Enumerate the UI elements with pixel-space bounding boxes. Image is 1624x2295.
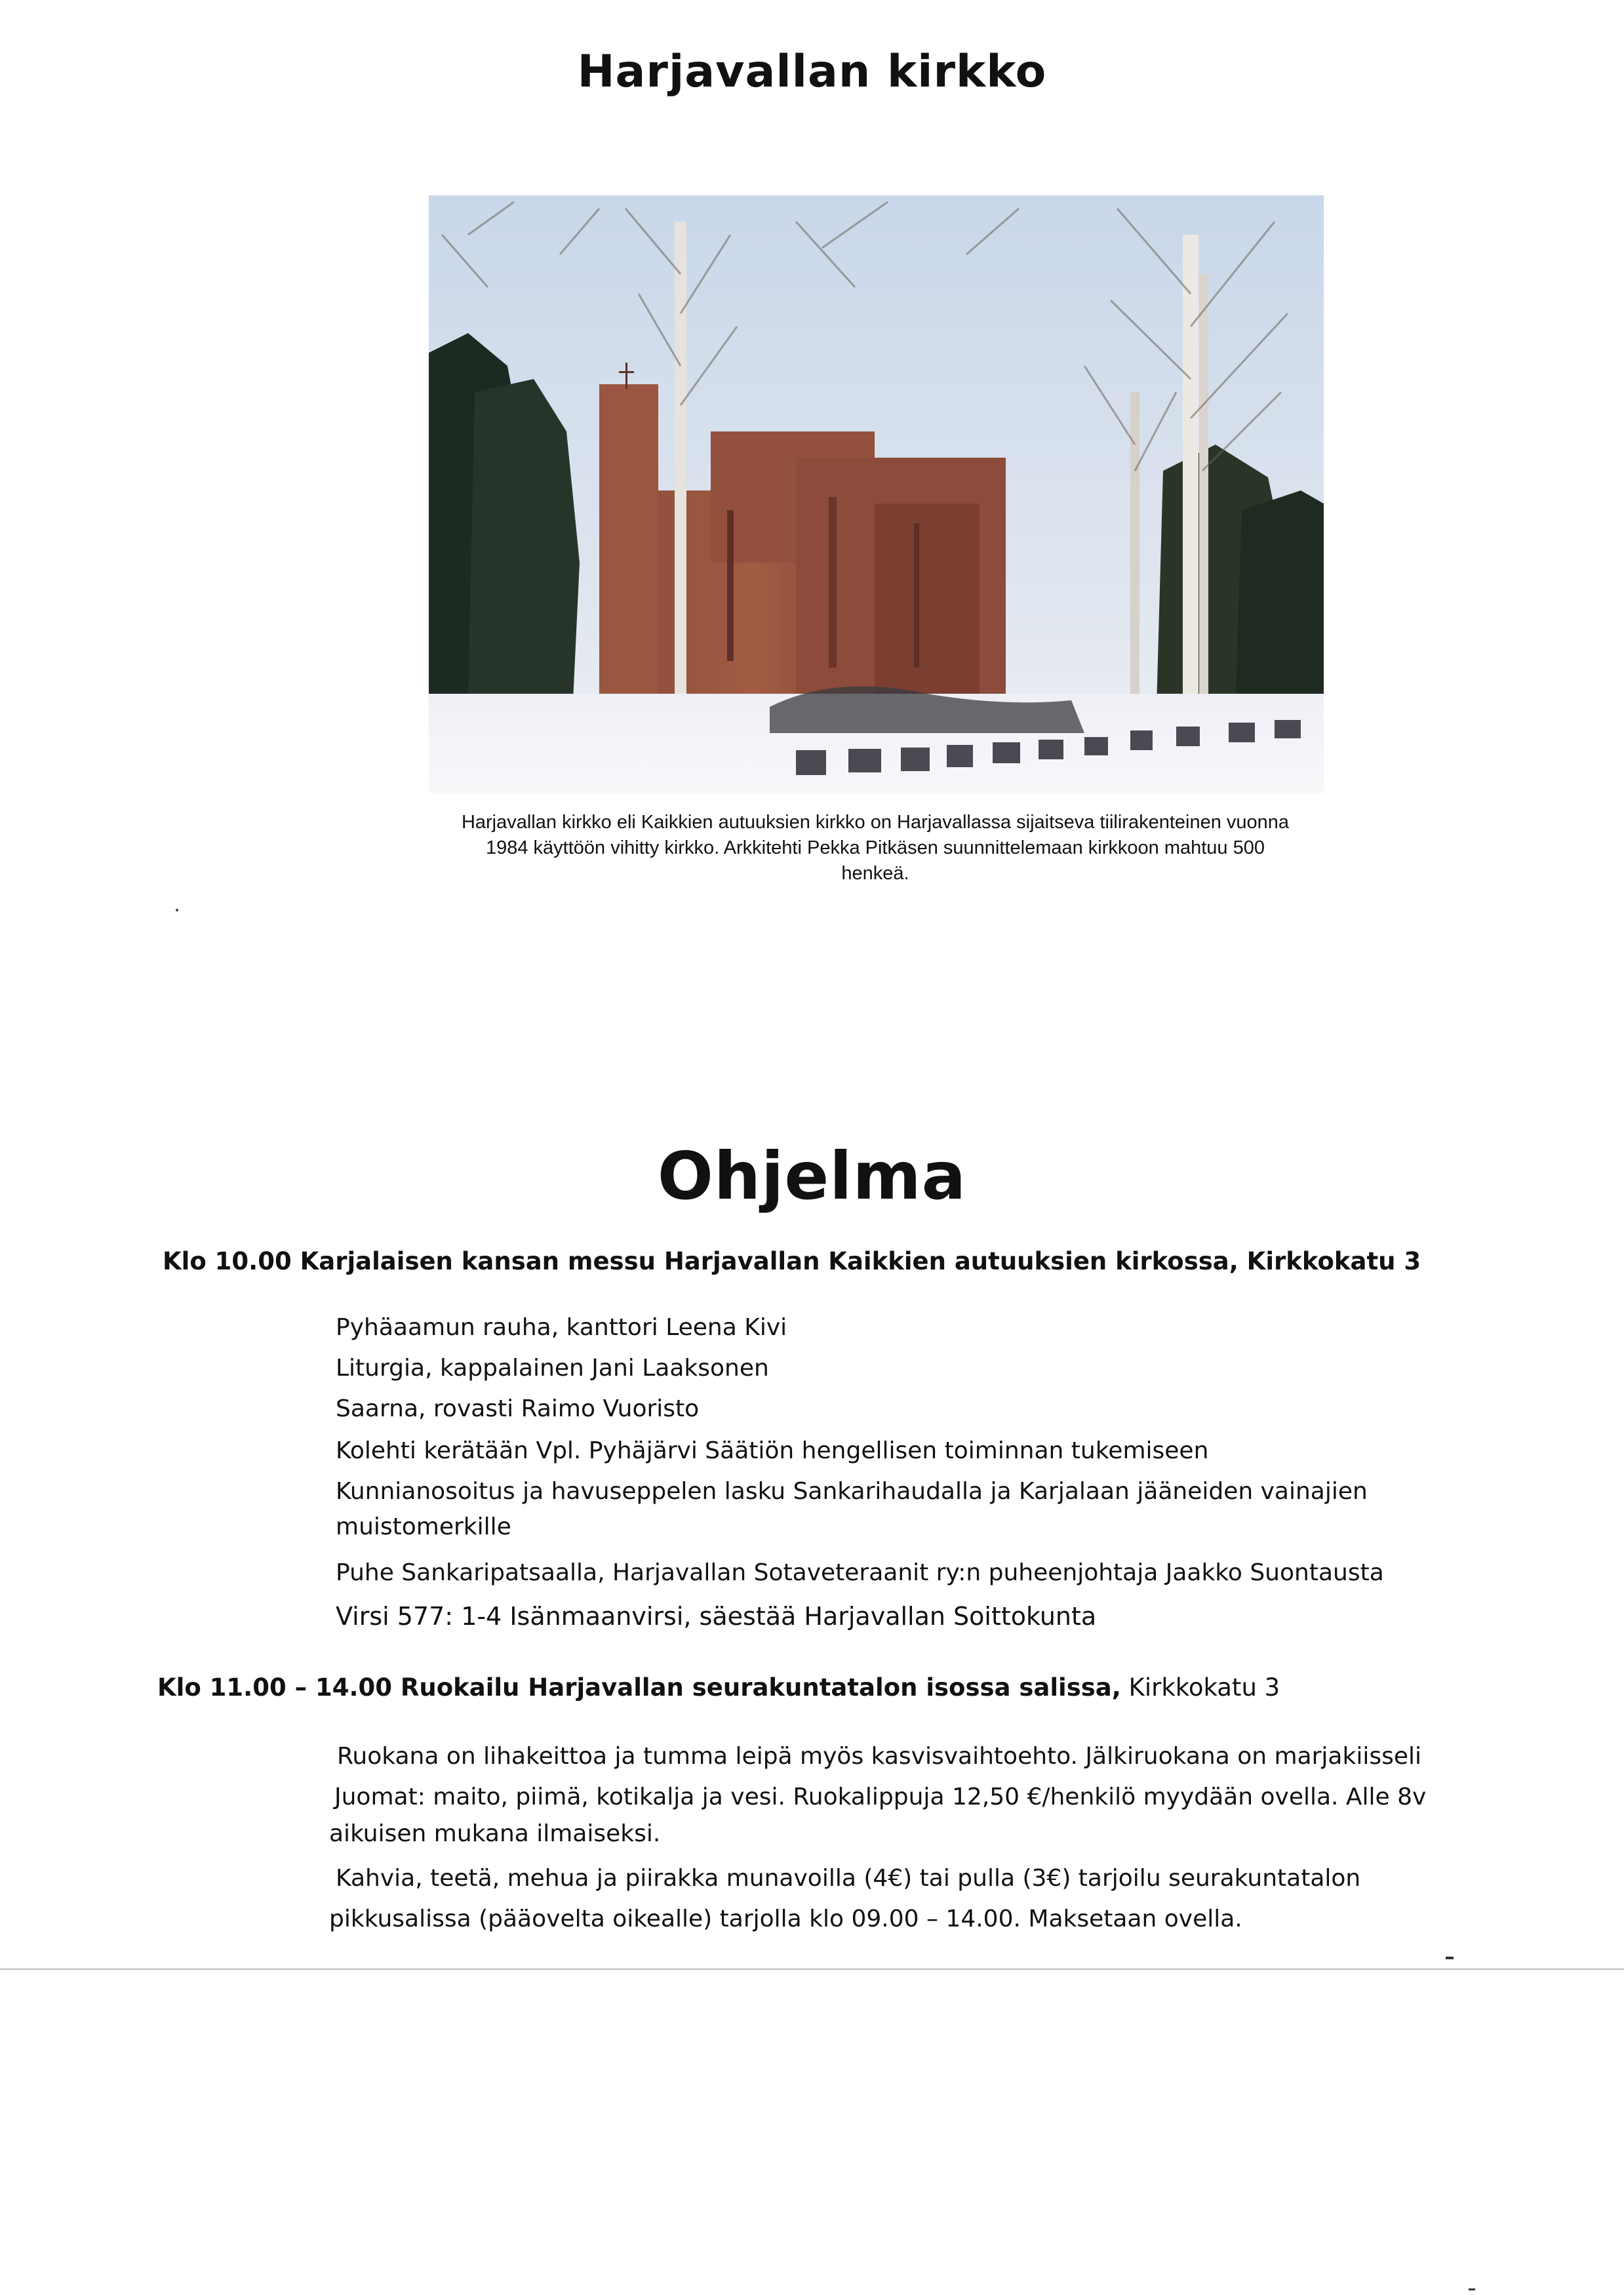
page-divider (0, 1968, 1624, 1970)
caption-line: 1984 käyttöön vihitty kirkko. Arkkitehti Pekka Pitkäsen suunnittelemaan kirkkoon mahtuu 500 (485, 837, 1265, 858)
event-title-regular: Kirkkokatu 3 (1120, 1673, 1280, 1702)
program-item: Ruokana on lihakeittoa ja tumma leipä myös kasvisvaihtoehto. Jälkiruokana on marjakiisseli (337, 1743, 1421, 1770)
program-item: Kunnianosoitus ja havuseppelen lasku Sankarihaudalla ja Karjalaan jääneiden vainajien (336, 1478, 1368, 1505)
program-item: aikuisen mukana ilmaiseksi. (329, 1820, 661, 1847)
event-title (157, 1672, 1280, 1704)
program-item: Kolehti kerätään Vpl. Pyhäjärvi Säätiön hengellisen toiminnan tukemiseen (336, 1437, 1209, 1464)
program-item: Kahvia, teetä, mehua ja piirakka munavoilla (4€) tai pulla (3€) tarjoilu seurakuntatalon (336, 1865, 1361, 1892)
church-photo (429, 195, 1324, 793)
scan-mark (1469, 2288, 1475, 2290)
event-title-bold: Klo 11.00 – 14.00 Ruokailu Harjavallan seurakuntatalon isossa salissa, (157, 1673, 1121, 1702)
program-item: Juomat: maito, piimä, kotikalja ja vesi. Ruokalippuja 12,50 €/henkilö myydään ovella. Alle 8v (334, 1784, 1427, 1810)
program-item: pikkusalissa (pääovelta oikealle) tarjolla klo 09.00 – 14.00. Maksetaan ovella. (329, 1906, 1242, 1932)
program-item: Liturgia, kappalainen Jani Laaksonen (336, 1355, 769, 1382)
caption-line: Harjavallan kirkko eli Kaikkien autuuksien kirkko on Harjavallassa sijaitseva tiilirakenteinen vuonna (461, 812, 1290, 833)
program-item: muistomerkille (336, 1513, 511, 1540)
program-item: Virsi 577: 1-4 Isänmaanvirsi, säestää Harjavallan Soittokunta (336, 1602, 1097, 1631)
page-title: Harjavallan kirkko (577, 46, 1047, 98)
scan-mark (1446, 1957, 1454, 1959)
event-title-bold: Klo 10.00 Karjalaisen kansan messu Harjavallan Kaikkien autuuksien kirkossa, Kirkkokatu 3 (163, 1247, 1421, 1275)
program-heading: Ohjelma (657, 1138, 967, 1214)
photo-caption (426, 810, 1324, 887)
event-title (163, 1246, 1421, 1277)
program-item: Puhe Sankaripatsaalla, Harjavallan Sotaveteraanit ry:n puheenjohtaja Jaakko Suontausta (336, 1559, 1384, 1586)
scan-speck (176, 909, 178, 911)
caption-line: henkeä. (841, 863, 909, 884)
program-item: Saarna, rovasti Raimo Vuoristo (336, 1395, 700, 1422)
program-item: Pyhäaamun rauha, kanttori Leena Kivi (336, 1314, 787, 1341)
